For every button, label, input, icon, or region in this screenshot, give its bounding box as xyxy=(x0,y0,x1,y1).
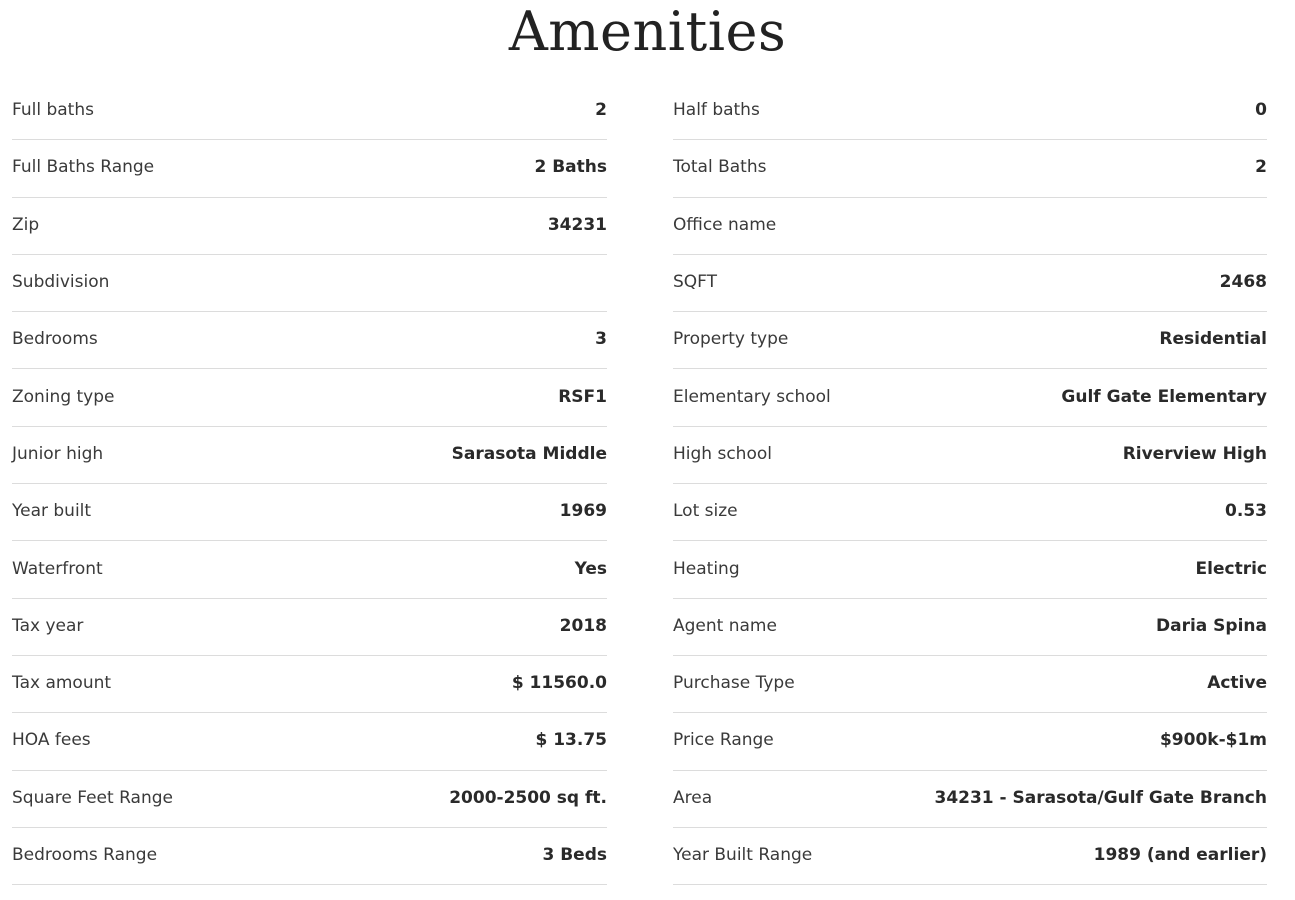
amenity-row-full-baths-range xyxy=(12,140,607,197)
amenity-value: Daria Spina xyxy=(1156,615,1267,636)
amenity-row-total-baths xyxy=(673,140,1267,197)
amenity-label: Lot size xyxy=(673,501,738,522)
amenity-value: 0 xyxy=(1255,100,1267,121)
amenity-row-bedrooms xyxy=(12,312,607,369)
amenity-value: Riverview High xyxy=(1122,443,1267,464)
amenity-label: Half baths xyxy=(673,100,760,121)
amenities-left-column xyxy=(12,83,607,885)
amenity-value: 3 xyxy=(595,329,607,350)
amenity-value: Sarasota Middle xyxy=(451,443,607,464)
amenity-value: Active xyxy=(1207,673,1267,694)
amenity-label: Full Baths Range xyxy=(12,157,155,178)
amenity-label: High school xyxy=(673,443,772,464)
amenity-row-full-baths xyxy=(12,83,607,140)
amenity-value: $900k-$1m xyxy=(1159,730,1267,751)
amenity-row-tax-amount xyxy=(12,656,607,713)
amenity-row-purchase-type xyxy=(673,656,1267,713)
amenity-row-price-range xyxy=(673,713,1267,770)
amenity-row-hoa-fees xyxy=(12,713,607,770)
amenity-label: Purchase Type xyxy=(673,673,795,694)
amenity-row-year-built-range xyxy=(673,828,1267,885)
amenity-row-agent-name xyxy=(673,599,1267,656)
amenity-row-half-baths xyxy=(673,83,1267,140)
amenity-label: Heating xyxy=(673,558,740,579)
amenity-label: Junior high xyxy=(12,443,104,464)
amenity-label: Waterfront xyxy=(12,558,103,579)
amenity-row-sqft xyxy=(673,255,1267,312)
amenity-label: Subdivision xyxy=(12,272,110,293)
amenity-value: Gulf Gate Elementary xyxy=(1061,386,1267,407)
amenity-value: 3 Beds xyxy=(542,845,607,865)
amenity-value: 2 xyxy=(595,100,607,121)
amenity-row-property-type xyxy=(673,312,1267,369)
amenity-value: 34231 xyxy=(547,214,607,235)
amenity-value: 0.53 xyxy=(1225,501,1267,522)
amenity-label: Total Baths xyxy=(673,157,767,178)
amenity-label: Year Built Range xyxy=(673,845,813,865)
amenity-row-heating xyxy=(673,541,1267,598)
amenity-label: Price Range xyxy=(673,730,774,751)
amenity-row-square-feet-range xyxy=(12,771,607,828)
amenity-row-high-school xyxy=(673,427,1267,484)
page-title: Amenities xyxy=(508,0,787,63)
amenity-label: Agent name xyxy=(673,615,777,636)
amenity-label: Bedrooms xyxy=(12,329,98,350)
amenity-value: 2 xyxy=(1255,157,1267,178)
amenity-label: Tax year xyxy=(12,615,84,636)
amenities-right-column xyxy=(673,83,1267,885)
amenity-row-junior-high xyxy=(12,427,607,484)
amenity-value: Residential xyxy=(1159,329,1267,350)
amenity-row-subdivision xyxy=(12,255,607,312)
amenity-value: Yes xyxy=(574,558,607,579)
amenity-row-tax-year xyxy=(12,599,607,656)
amenity-value: 2 Baths xyxy=(534,157,607,178)
amenity-row-zip xyxy=(12,198,607,255)
amenity-row-waterfront xyxy=(12,541,607,598)
amenity-value: 1969 xyxy=(559,501,607,522)
amenity-label: Bedrooms Range xyxy=(12,845,158,865)
amenity-value: RSF1 xyxy=(558,386,607,407)
amenity-label: Property type xyxy=(673,329,789,350)
amenity-label: Zoning type xyxy=(12,386,115,407)
amenity-value: 1989 (and earlier) xyxy=(1093,845,1267,865)
amenity-label: Square Feet Range xyxy=(12,787,173,808)
amenity-value: $ 11560.0 xyxy=(511,673,607,694)
amenity-label: Area xyxy=(673,787,713,808)
amenity-row-area xyxy=(673,771,1267,828)
amenity-value: 34231 - Sarasota/Gulf Gate Branch xyxy=(934,787,1267,808)
amenity-label: HOA fees xyxy=(12,730,91,751)
amenity-label: Elementary school xyxy=(673,386,831,407)
amenity-value: 2018 xyxy=(559,615,607,636)
amenity-row-zoning-type xyxy=(12,369,607,426)
amenity-row-office-name xyxy=(673,198,1267,255)
amenity-value: Electric xyxy=(1195,558,1267,579)
amenity-label: Tax amount xyxy=(12,673,112,694)
amenity-label: Office name xyxy=(673,214,777,235)
amenity-row-year-built xyxy=(12,484,607,541)
amenity-label: SQFT xyxy=(673,272,718,293)
amenity-value: $ 13.75 xyxy=(535,730,607,751)
amenity-label: Full baths xyxy=(12,100,94,121)
amenity-value: 2000-2500 sq ft. xyxy=(449,787,607,808)
amenity-row-bedrooms-range xyxy=(12,828,607,885)
amenity-row-elementary-school xyxy=(673,369,1267,426)
amenity-label: Zip xyxy=(12,214,40,235)
amenity-value: 2468 xyxy=(1219,272,1267,293)
amenity-label: Year built xyxy=(12,501,92,522)
amenity-row-lot-size xyxy=(673,484,1267,541)
